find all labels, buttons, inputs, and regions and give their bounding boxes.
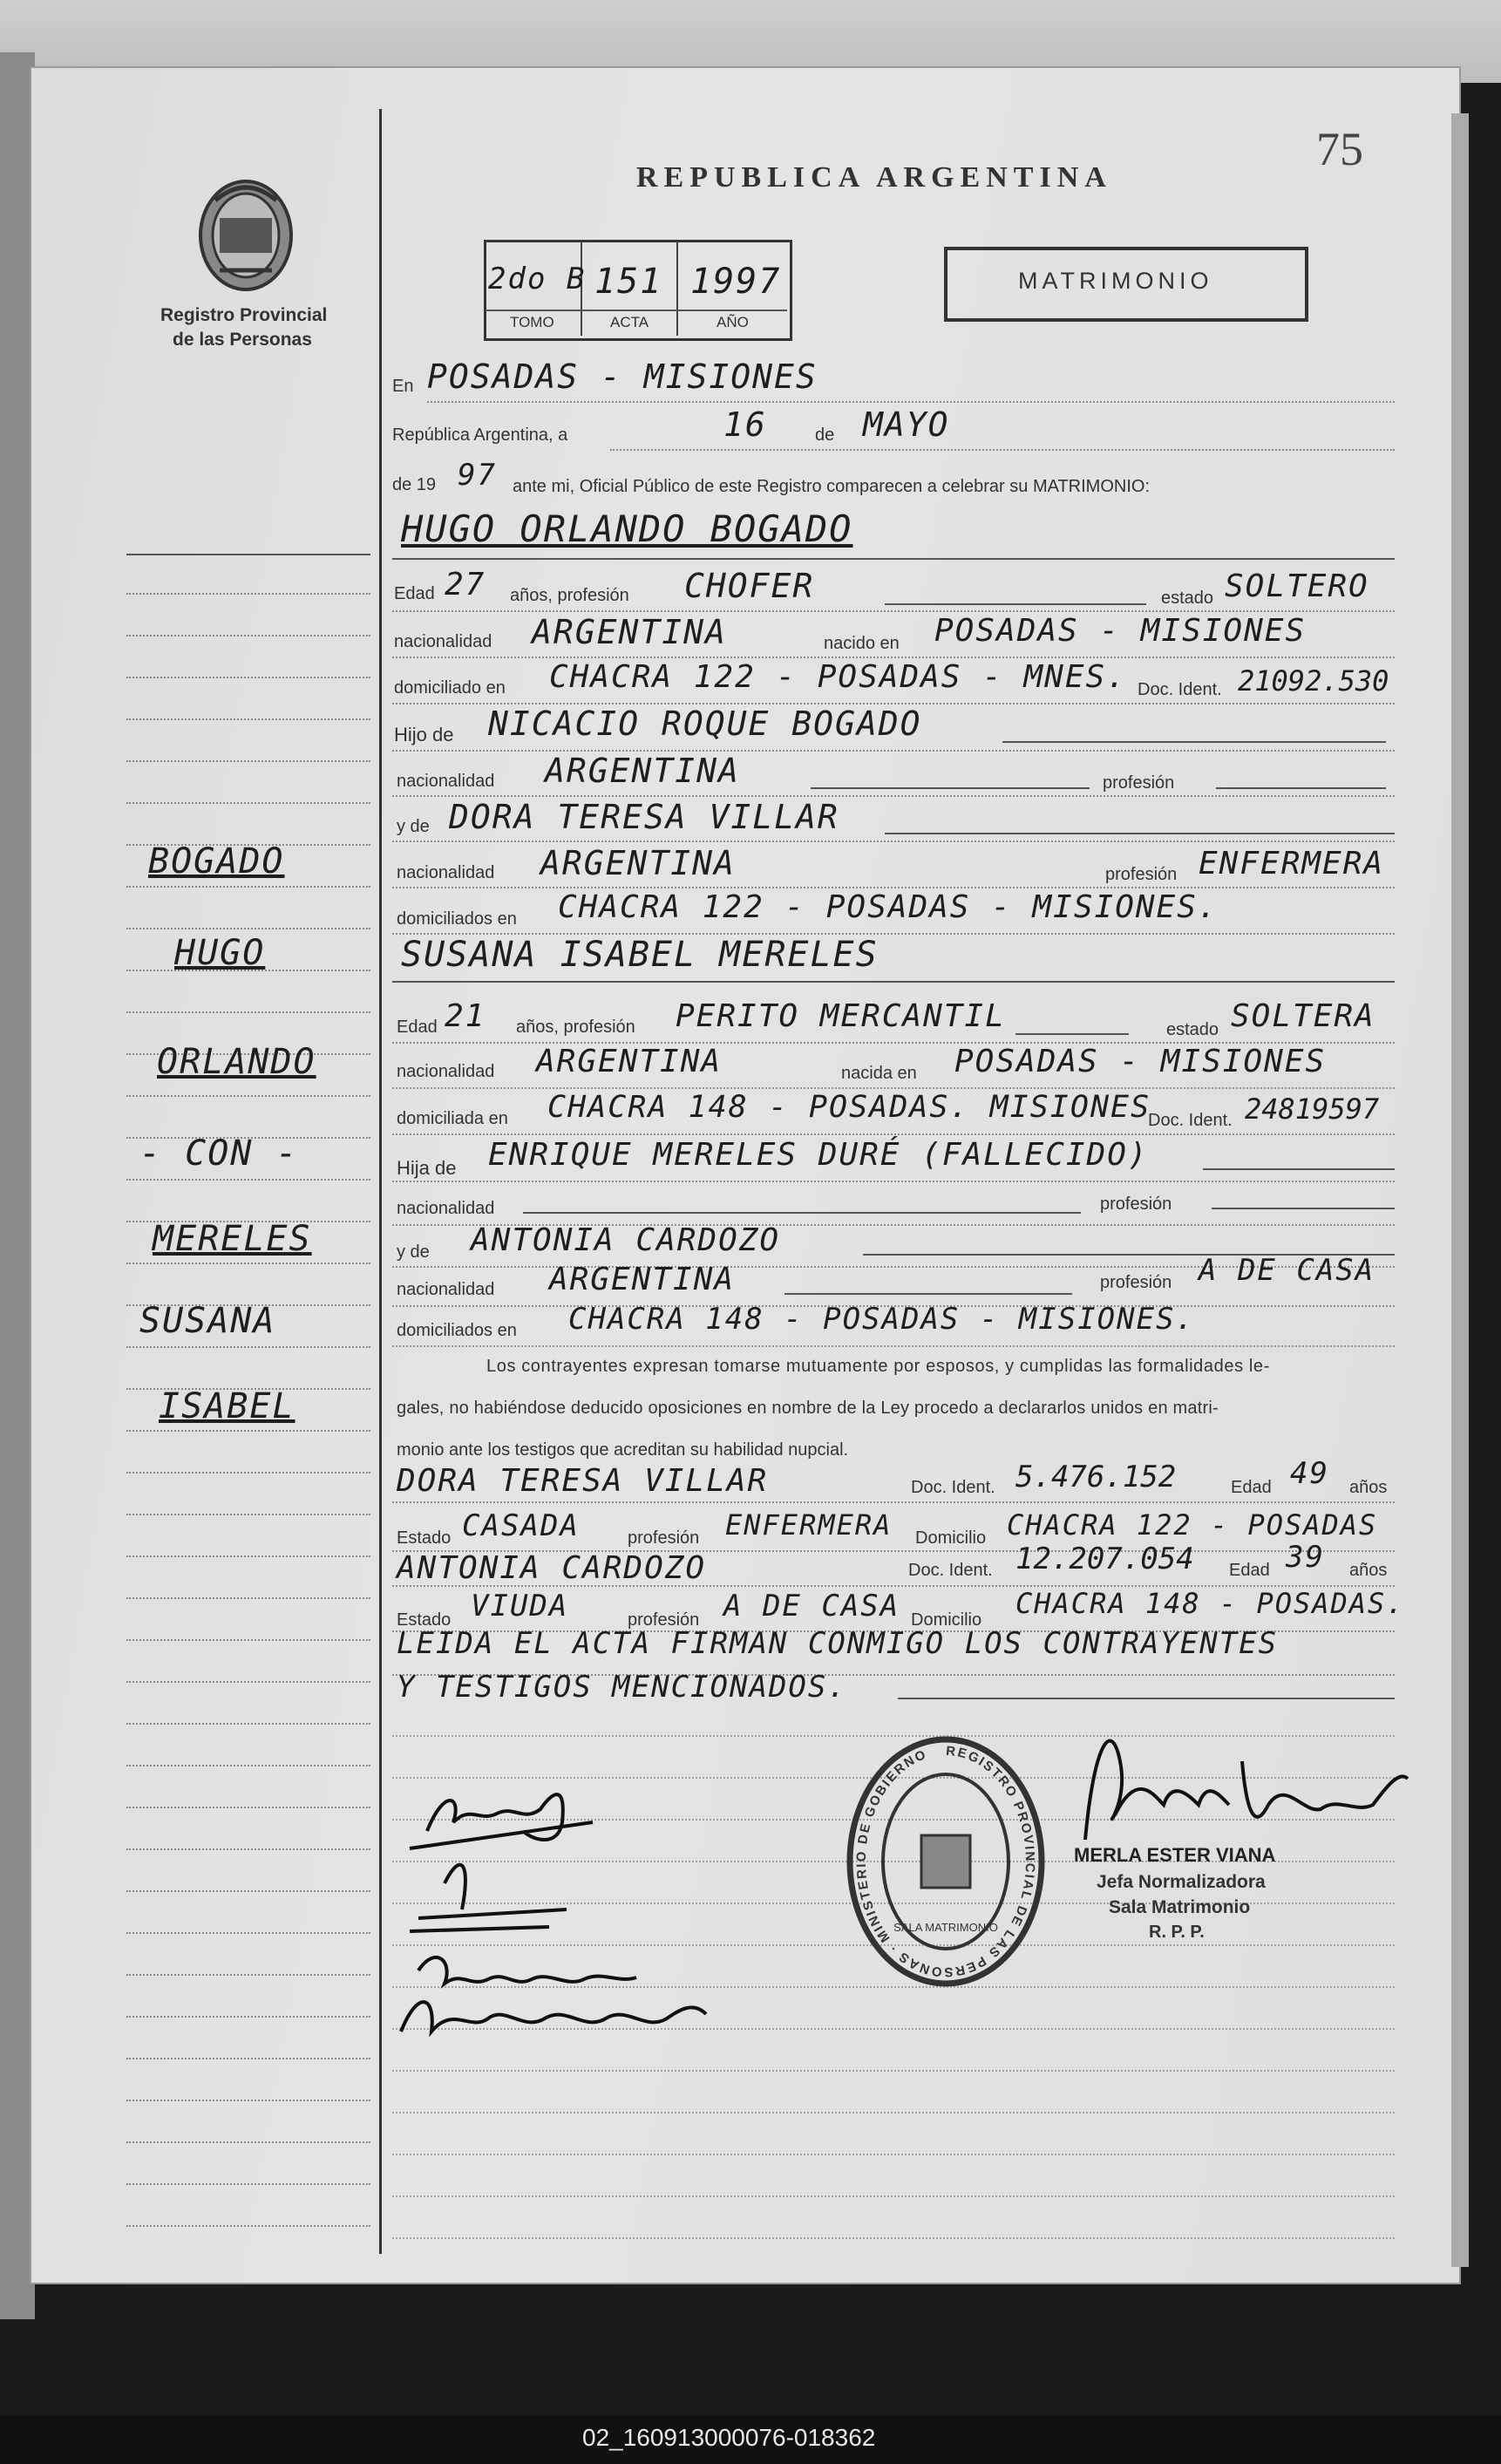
witness2-dom-label: Domicilio [911,1610,982,1630]
witness2-estado-label: Estado [397,1610,452,1630]
margin-note-line: HUGO [174,933,266,973]
tomo-value: 2do B [488,262,587,296]
margin-ruled-line [126,2058,370,2059]
official-name: MERLA ESTER VIANA [1074,1844,1276,1866]
place: POSADAS - MISIONES [427,357,818,396]
year-prefix: de 19 [392,475,437,494]
bride-parents-domicile: CHACRA 148 - POSADAS - MISIONES. [568,1302,1196,1337]
margin-ruled-line [126,760,370,762]
witness1-doc-label: Doc. Ident. [911,1478,995,1497]
declaration-line1: Los contrayentes expresan tomarse mutuamente por esposos, y cumplidas las formalidades le- [486,1357,1270,1376]
domiciliados-label: domiciliados en [397,909,517,929]
line [392,1133,1395,1135]
line [1002,741,1386,743]
margin-ruled-line [126,1179,370,1181]
bride-birthplace: POSADAS - MISIONES [954,1044,1327,1079]
doc-label: Doc. Ident. [1148,1111,1233,1130]
de-label: de [815,425,835,445]
margin-ruled-line [126,1095,370,1097]
section-rule [392,981,1395,983]
witness1-age: 49 [1290,1456,1329,1491]
bride-father: ENRIQUE MERELES DURÉ (FALLECIDO) [488,1137,1149,1173]
body-ruled-line [392,2154,1395,2155]
witness2-doc-label: Doc. Ident. [908,1561,993,1580]
father-nac-label: nacionalidad [397,1199,495,1218]
witness2-profession: A DE CASA [723,1589,900,1623]
signature-groom [410,1794,593,1848]
line [392,1181,1395,1182]
hijo-label: Hijo de [394,724,454,745]
witness2-name: ANTONIA CARDOZO [397,1550,707,1586]
signature-witness1 [418,1957,636,1984]
groom-name: HUGO ORLANDO BOGADO [401,507,853,550]
witness1-edad-label: Edad [1231,1478,1272,1497]
groom-father: NICACIO ROQUE BOGADO [488,704,922,743]
bride-mother: ANTONIA CARDOZO [471,1222,781,1258]
margin-ruled-line [126,2141,370,2143]
registry-line1: Registro Provincial [160,305,328,325]
margin-ruled-line [126,1890,370,1892]
margin-ruled-line [126,2016,370,2018]
margin-ruled-line [126,2100,370,2101]
line [392,887,1395,888]
bride-estado: SOLTERA [1231,998,1375,1034]
line [427,401,1395,403]
yde-label: y de [397,1242,430,1262]
groom-mother-profession: ENFERMERA [1199,846,1385,881]
act-type: MATRIMONIO [1018,268,1213,294]
bride-nationality: ARGENTINA [536,1044,723,1079]
margin-ruled-line [126,1263,370,1264]
official-title: Jefa Normalizadora [1097,1872,1266,1892]
line [392,1345,1395,1347]
margin-rule [126,554,370,555]
act-box-rule [486,310,787,311]
margin-ruled-line [126,1848,370,1850]
margin-divider [379,109,382,2254]
nacido-label: nacido en [824,634,900,653]
father-nac-label: nacionalidad [397,772,495,791]
page-edge [1451,113,1469,2267]
official-abbrev: R. P. P. [1149,1923,1205,1942]
margin-ruled-line [126,2183,370,2185]
dom-label: domiciliada en [397,1109,508,1128]
body-ruled-line [392,2112,1395,2113]
body-ruled-line [392,2195,1395,2197]
line [392,610,1395,612]
line [885,833,1395,834]
tomo-label: TOMO [510,314,554,330]
margin-note-line: SUSANA [139,1301,276,1341]
year-suffix: 97 [458,458,497,493]
line [885,603,1146,605]
mother-prof-label: profesión [1100,1273,1172,1292]
margin-ruled-line [126,593,370,595]
line [1015,1033,1129,1035]
line [392,841,1395,842]
footer-code: 02_160913000076-018362 [582,2424,876,2451]
line [392,1501,1395,1503]
bride-domicile: CHACRA 148 - POSADAS. MISIONES [547,1090,1151,1125]
margin-ruled-line [126,928,370,929]
acta-label: ACTA [610,314,649,330]
groom-domicile: CHACRA 122 - POSADAS - MNES. [549,659,1127,695]
witness2-estado: VIUDA [471,1589,569,1623]
witness2-domicile: CHACRA 148 - POSADAS. [1015,1587,1405,1620]
edad-label: Edad [394,584,435,603]
margin-note-line: ISABEL [159,1386,295,1426]
signature-witness2 [401,2002,706,2032]
page-number: 75 [1316,123,1363,175]
witness1-dom-label: Domicilio [915,1528,987,1548]
anos-prof-label: años, profesión [510,586,629,605]
bride-mother-profession: A DE CASA [1199,1253,1375,1288]
witness1-name: DORA TERESA VILLAR [397,1463,769,1499]
line [1203,1168,1395,1170]
appear-text: ante mi, Oficial Público de este Registro comparecen a celebrar su MATRIMONIO: [513,477,1151,496]
margin-ruled-line [126,1514,370,1515]
estado-label: estado [1166,1020,1219,1039]
line [898,1698,1395,1699]
line [392,795,1395,797]
signature-bride [410,1865,567,1931]
groom-mother: DORA TERESA VILLAR [449,798,839,836]
groom-profession: CHOFER [684,567,815,605]
groom-birthplace: POSADAS - MISIONES [934,613,1307,649]
groom-doc: 21092.530 [1238,664,1389,698]
margin-ruled-line [126,677,370,678]
line [523,1212,1081,1214]
edad-label: Edad [397,1018,438,1037]
line [1212,1208,1395,1209]
nacida-label: nacida en [841,1064,917,1083]
nac-label: nacionalidad [397,1062,495,1081]
margin-ruled-line [126,635,370,636]
republic-label: República Argentina, a [392,425,568,445]
act-box-divider [676,242,678,336]
groom-parents-domicile: CHACRA 122 - POSADAS - MISIONES. [558,889,1219,925]
line [392,1087,1395,1089]
margin-ruled-line [126,1597,370,1599]
ano-label: AÑO [717,314,749,330]
bride-name: SUSANA ISABEL MERELES [401,935,879,975]
closing-line2: Y TESTIGOS MENCIONADOS. [397,1670,847,1705]
line [392,750,1395,752]
line [392,657,1395,658]
bride-mother-nationality: ARGENTINA [549,1262,736,1297]
margin-ruled-line [126,1807,370,1808]
domiciliados-label: domiciliados en [397,1321,517,1340]
witness2-anos-label: años [1349,1561,1388,1580]
anos-prof-label: años, profesión [516,1018,635,1037]
margin-note-line: ORLANDO [157,1042,316,1082]
coat-of-arms-icon [194,174,298,296]
groom-mother-nationality: ARGENTINA [540,844,736,882]
day: 16 [723,405,767,444]
bride-doc: 24819597 [1245,1092,1380,1126]
margin-ruled-line [126,1639,370,1641]
seal-center-text: SALA MATRIMONIO [893,1921,998,1934]
registry-line2: de las Personas [173,330,312,350]
bride-age: 21 [445,998,486,1034]
margin-ruled-line [126,1974,370,1976]
margin-ruled-line [126,2225,370,2227]
body-ruled-line [392,2070,1395,2072]
mother-nac-label: nacionalidad [397,863,495,882]
margin-ruled-line [126,1723,370,1725]
acta-value: 151 [594,262,663,302]
body-ruled-line [392,2237,1395,2239]
margin-ruled-line [126,1555,370,1557]
official-office: Sala Matrimonio [1109,1897,1251,1917]
bride-profession: PERITO MERCANTIL [676,998,1006,1034]
groom-estado: SOLTERO [1225,568,1369,604]
witness2-edad-label: Edad [1229,1561,1270,1580]
witness2-age: 39 [1286,1540,1325,1575]
witness1-doc: 5.476.152 [1015,1460,1177,1494]
margin-ruled-line [126,1430,370,1432]
mother-nac-label: nacionalidad [397,1280,495,1299]
official-signature [1068,1709,1416,1866]
groom-age: 27 [445,567,486,602]
witness2-doc: 12.207.054 [1015,1542,1194,1576]
closing-line1: LEIDA EL ACTA FIRMAN CONMIGO LOS CONTRAYENTES [397,1626,1279,1661]
country-header: REPUBLICA ARGENTINA [636,161,1112,194]
margin-ruled-line [126,1346,370,1348]
official-seal [841,1731,1050,2001]
margin-ruled-line [126,1472,370,1474]
margin-ruled-line [126,1681,370,1683]
groom-nationality: ARGENTINA [532,613,727,651]
margin-note-line: MERELES [153,1219,312,1259]
seal-ring-text: REGISTRO PROVINCIAL DE LAS PERSONAS · MINISTERIO DE GOBIERNO [853,1743,1038,1980]
mother-prof-label: profesión [1105,865,1178,884]
ano-value: 1997 [690,262,782,302]
margin-note-line: BOGADO [148,841,285,881]
declaration-line3: monio ante los testigos que acreditan su habilidad nupcial. [397,1440,849,1460]
line [784,1293,1072,1295]
witness1-profession: ENFERMERA [725,1508,893,1542]
witness1-prof-label: profesión [628,1528,700,1548]
witness2-prof-label: profesión [628,1610,700,1630]
margin-note-line: - CON - [139,1133,299,1174]
month: MAYO [863,405,950,444]
section-rule [392,558,1395,560]
groom-father-nationality: ARGENTINA [545,752,740,790]
witness1-estado-label: Estado [397,1528,452,1548]
book-spine [0,52,35,2319]
margin-ruled-line [126,718,370,720]
father-prof-label: profesión [1100,1195,1172,1214]
margin-ruled-line [126,1765,370,1766]
yde-label: y de [397,817,430,836]
margin-ruled-line [126,1011,370,1013]
witness1-estado: CASADA [462,1508,580,1543]
signatures [392,1770,776,2058]
declaration-line2: gales, no habiéndose deducido oposiciones en nombre de la Ley procedo a declararlos unidos en matri- [397,1399,1219,1418]
margin-ruled-line [126,1932,370,1934]
witness1-anos-label: años [1349,1478,1388,1497]
line [610,449,1395,451]
father-prof-label: profesión [1103,773,1175,793]
dom-label: domiciliado en [394,678,506,698]
doc-label: Doc. Ident. [1138,680,1222,699]
witness1-domicile: CHACRA 122 - POSADAS [1007,1508,1378,1542]
estado-label: estado [1161,589,1214,608]
line [1216,787,1386,789]
hija-label: Hija de [397,1157,457,1179]
en-label: En [392,377,414,396]
line [811,787,1090,789]
margin-ruled-line [126,886,370,888]
nac-label: nacionalidad [394,632,492,651]
margin-ruled-line [126,802,370,804]
